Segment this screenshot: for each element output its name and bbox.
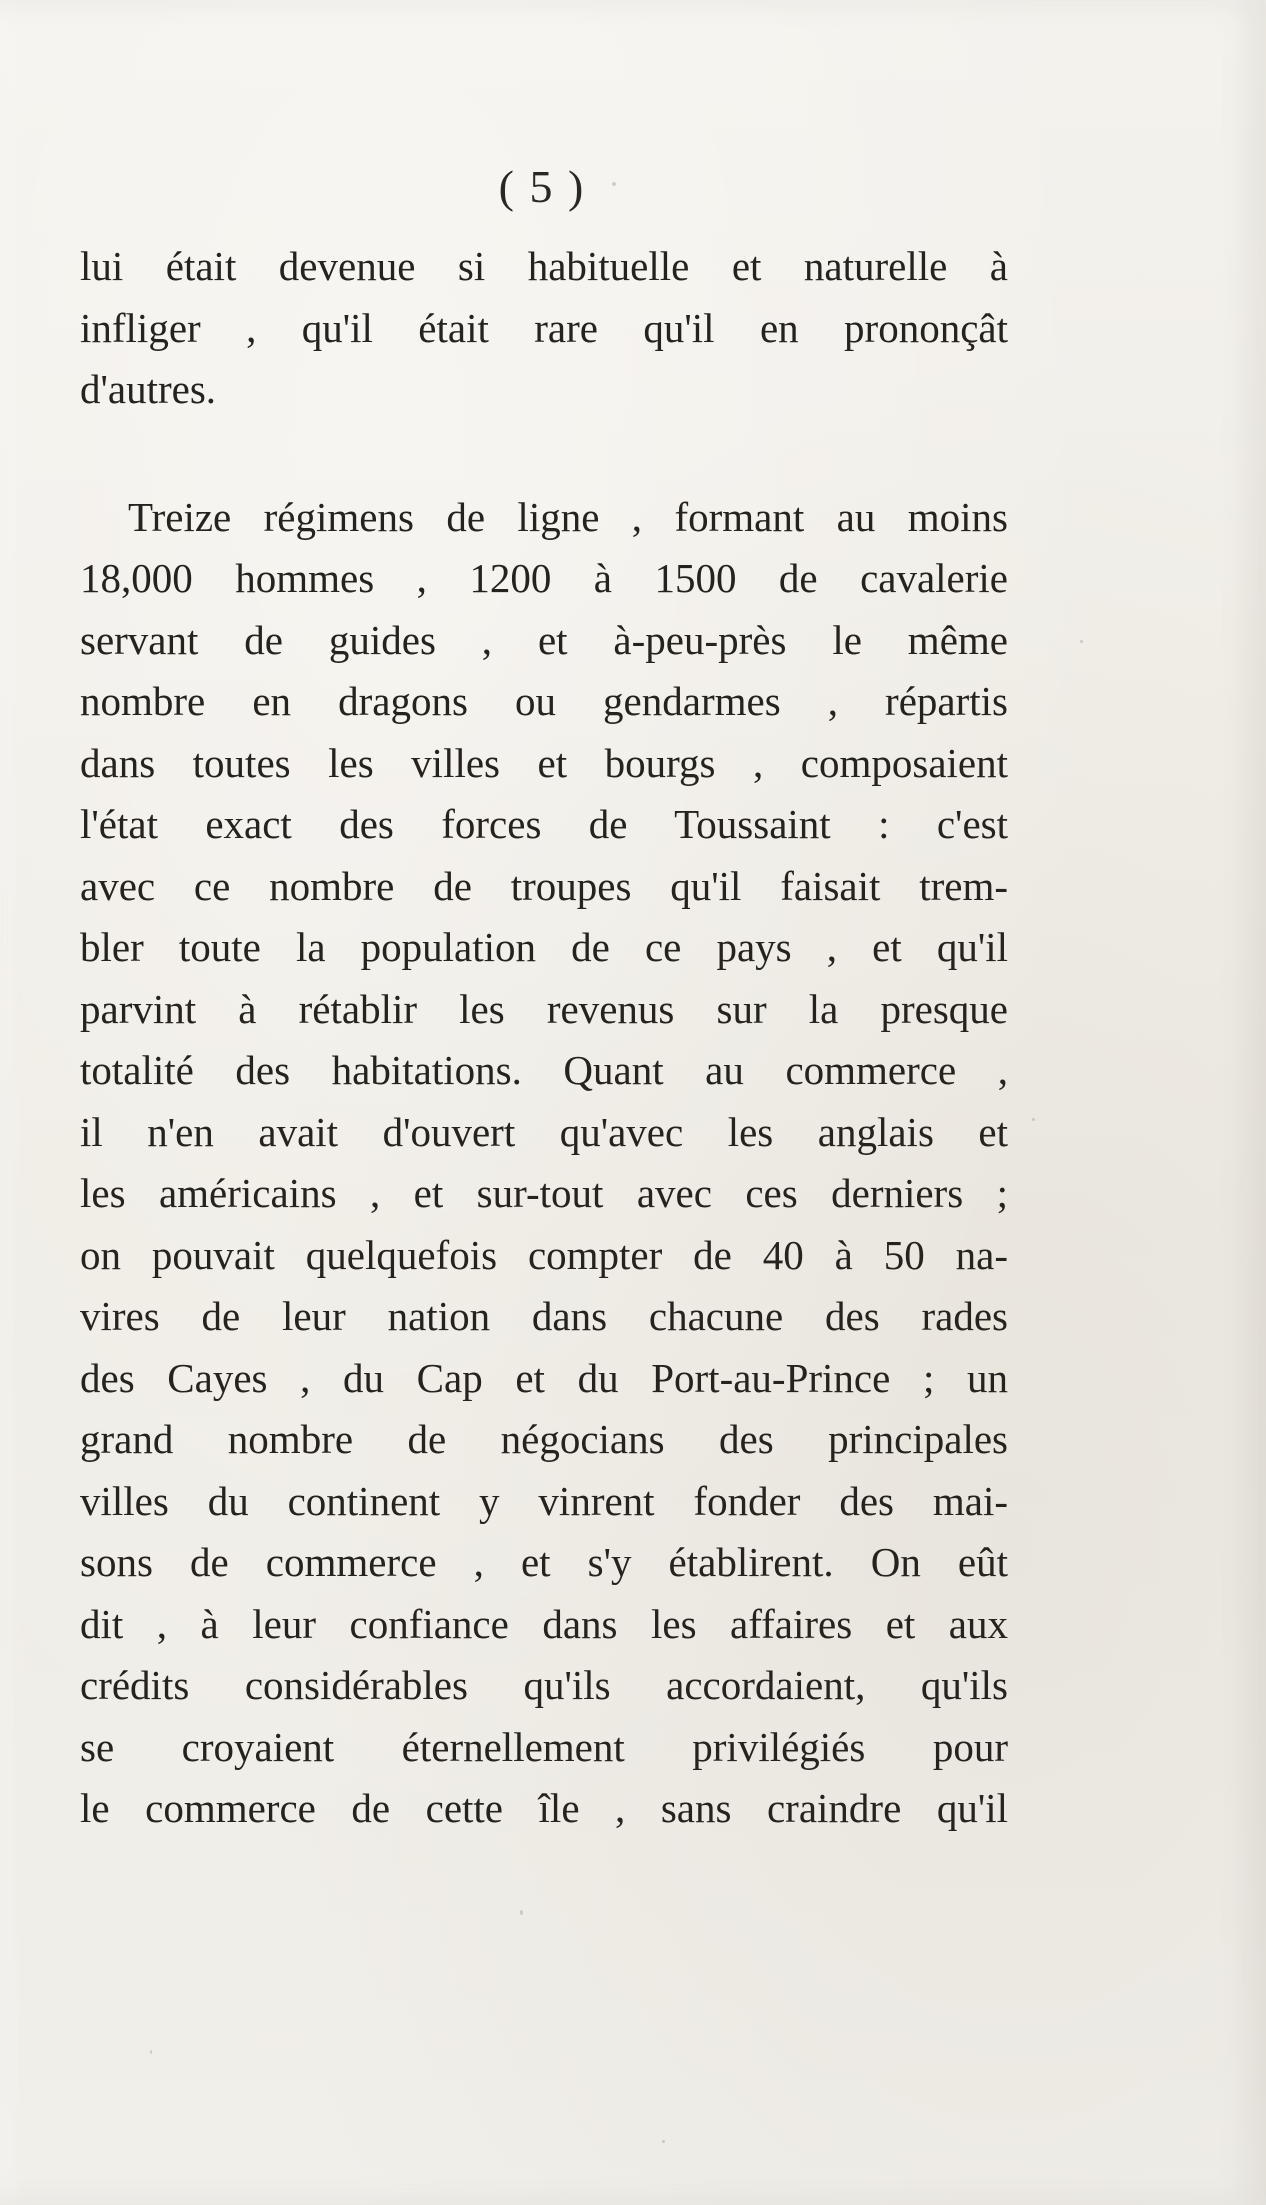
text-line: totalité des habitations. Quant au commerce , [80, 1047, 1008, 1093]
text-line: dit , à leur confiance dans les affaires et aux [80, 1600, 1008, 1647]
paper-speck [612, 182, 616, 186]
text-line: nombre en dragons ou gendarmes , répartis [80, 678, 1008, 724]
text-line: sons de commerce , et s'y établirent. On eût [80, 1539, 1008, 1585]
text-line: vires de leur nation dans chacune des rades [80, 1293, 1008, 1339]
page-number: ( 5 ) [498, 161, 586, 212]
text-line: infliger , qu'il était rare qu'il en prononçât [80, 304, 1008, 351]
text-line: parvint à rétablir les revenus sur la presque [80, 985, 1008, 1032]
text-line: il n'en avait d'ouvert qu'avec les anglais et [80, 1108, 1008, 1155]
paper-speck [150, 2050, 152, 2054]
text-line: le commerce de cette île , sans craindre qu'il [80, 1785, 1008, 1831]
text-line: avec ce nombre de troupes qu'il faisait trem- [80, 862, 1008, 909]
text-line: se croyaient éternellement privilégiés pour [80, 1723, 1008, 1770]
text-line: des Cayes , du Cap et du Port-au-Prince ; un [80, 1354, 1008, 1401]
text-line: 18,000 hommes , 1200 à 1500 de cavalerie [80, 555, 1008, 601]
text-line: servant de guides , et à-peu-près le même [80, 616, 1008, 663]
text-line: bler toute la population de ce pays , et qu'il [80, 924, 1008, 970]
paper-speck [1032, 1118, 1035, 1121]
paragraph-gap [80, 421, 1008, 487]
text-line: les américains , et sur-tout avec ces derniers ; [80, 1170, 1008, 1216]
text-line: Treize régimens de ligne , formant au moins [128, 493, 1008, 540]
text-line: crédits considérables qu'ils accordaient, qu'ils [80, 1662, 1008, 1708]
text-line: lui était devenue si habituelle et naturelle à [80, 243, 1008, 289]
paper-speck [662, 2140, 665, 2143]
paper-speck [520, 1910, 523, 1915]
text-line: l'état exact des forces de Toussaint : c'est [80, 801, 1008, 847]
paper-speck [1080, 640, 1083, 643]
text-line: on pouvait quelquefois compter de 40 à 50 na- [80, 1231, 1008, 1278]
text-line: dans toutes les villes et bourgs , composaient [80, 739, 1008, 786]
text-line: d'autres. [80, 366, 217, 412]
body-text [80, 236, 1008, 1840]
text-line: villes du continent y vinrent fonder des mai- [80, 1477, 1008, 1524]
text-line: grand nombre de négocians des principales [80, 1416, 1008, 1462]
